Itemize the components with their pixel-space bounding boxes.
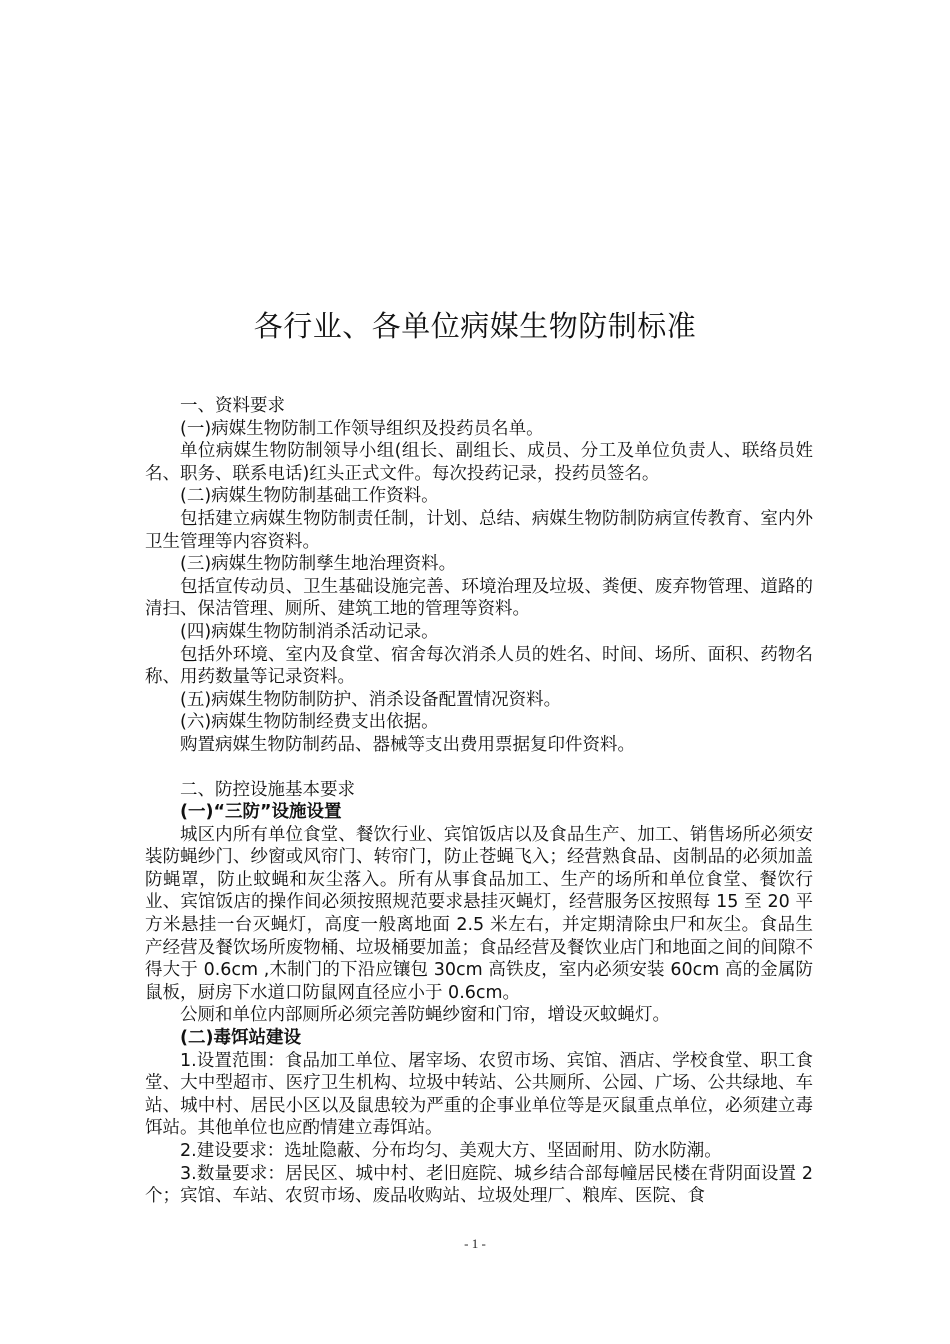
paragraph: 单位病媒生物防制领导小组(组长、副组长、成员、分工及单位负责人、联络员姓名、职务、联系电话)红头正式文件。每次投药记录，投药员签名。 (145, 441, 813, 484)
subheading-1-1: (一)病媒生物防制工作领导组织及投药员名单。 (180, 418, 544, 439)
paragraph: 包括宣传动员、卫生基础设施完善、环境治理及垃圾、粪便、废弃物管理、道路的清扫、保洁管理、厕所、建筑工地的管理等资料。 (145, 576, 813, 620)
document-title: 各行业、各单位病媒生物防制标准 (253, 309, 697, 343)
spacer (145, 757, 813, 779)
subheading-1-4: (四)病媒生物防制消杀活动记录。 (180, 621, 439, 642)
subheading-1-3: (三)病媒生物防制孳生地治理资料。 (180, 554, 457, 575)
subheading-1-5: (五)病媒生物防制防护、消杀设备配置情况资料。 (180, 689, 562, 710)
subheading-1-6: (六)病媒生物防制经费支出依据。 (180, 712, 439, 733)
subheading-2-1: (一)“三防”设施设置 (180, 802, 342, 823)
subheading-2-2: (二)毒饵站建设 (180, 1028, 301, 1049)
section-heading-2: 二、防控设施基本要求 (180, 779, 355, 800)
paragraph: 2.建设要求：选址隐蔽、分布均匀、美观大方、坚固耐用、防水防潮。 (180, 1141, 722, 1161)
page-number: - 1 - (464, 1236, 486, 1251)
paragraph: 1.设置范围：食品加工单位、屠宰场、农贸市场、宾馆、酒店、学校食堂、职工食堂、大中型超市、医疗卫生机构、垃圾中转站、公共厕所、公园、广场、公共绿地、车站、城中村、居民小区以及鼠患较为严重的企事业单位等是灭鼠重点单位，必须建立毒饵站。其他单位也应酌情建立毒饵站。 (145, 1050, 813, 1139)
paragraph: 城区内所有单位食堂、餐饮行业、宾馆饭店以及食品生产、加工、销售场所必须安装防蝇纱门、纱窗或风帘门、转帘门，防止苍蝇飞入；经营熟食品、卤制品的必须加盖防蝇罩，防止蚊蝇和灰尘落入。所有从事食品加工、生产的场所和单位食堂、餐饮行业、宾馆饭店的操作间必须按照规范要求悬挂灭蝇灯，经营服务区按照每 15 至 20 平方米悬挂一台灭蝇灯，高度一般离地面 2.5 米左右，并定期清除虫尸和灰尘。食品生产经营及餐饮场所废物桶、垃圾桶要加盖；食品经营及餐饮业店门和地面之间的间隙不得大于 0.6cm ,木制门的下沿应镶包 30cm 高铁皮，室内必须安装 60cm 高的金属防鼠板，厨房下水道口防鼠网直径应小于 0.6cm。 (145, 824, 813, 1003)
document-body (145, 395, 813, 1208)
paragraph: 购置病媒生物防制药品、器械等支出费用票据复印件资料。 (180, 734, 635, 755)
paragraph: 包括建立病媒生物防制责任制，计划、总结、病媒生物防制防病宣传教育、室内外卫生管理等内容资料。 (145, 508, 813, 552)
paragraph: 包括外环境、室内及食堂、宿舍每次消杀人员的姓名、时间、场所、面积、药物名称、用药数量等记录资料。 (145, 644, 813, 688)
section-heading-1: 一、资料要求 (180, 396, 285, 416)
paragraph: 公厕和单位内部厕所必须完善防蝇纱窗和门帘，增设灭蚊蝇灯。 (180, 1005, 670, 1026)
paragraph: 3.数量要求：居民区、城中村、老旧庭院、城乡结合部每幢居民楼在背阴面设置 2 个；宾馆、车站、农贸市场、废品收购站、垃圾处理厂、粮库、医院、食 (145, 1163, 813, 1207)
subheading-1-2: (二)病媒生物防制基础工作资料。 (180, 486, 439, 507)
